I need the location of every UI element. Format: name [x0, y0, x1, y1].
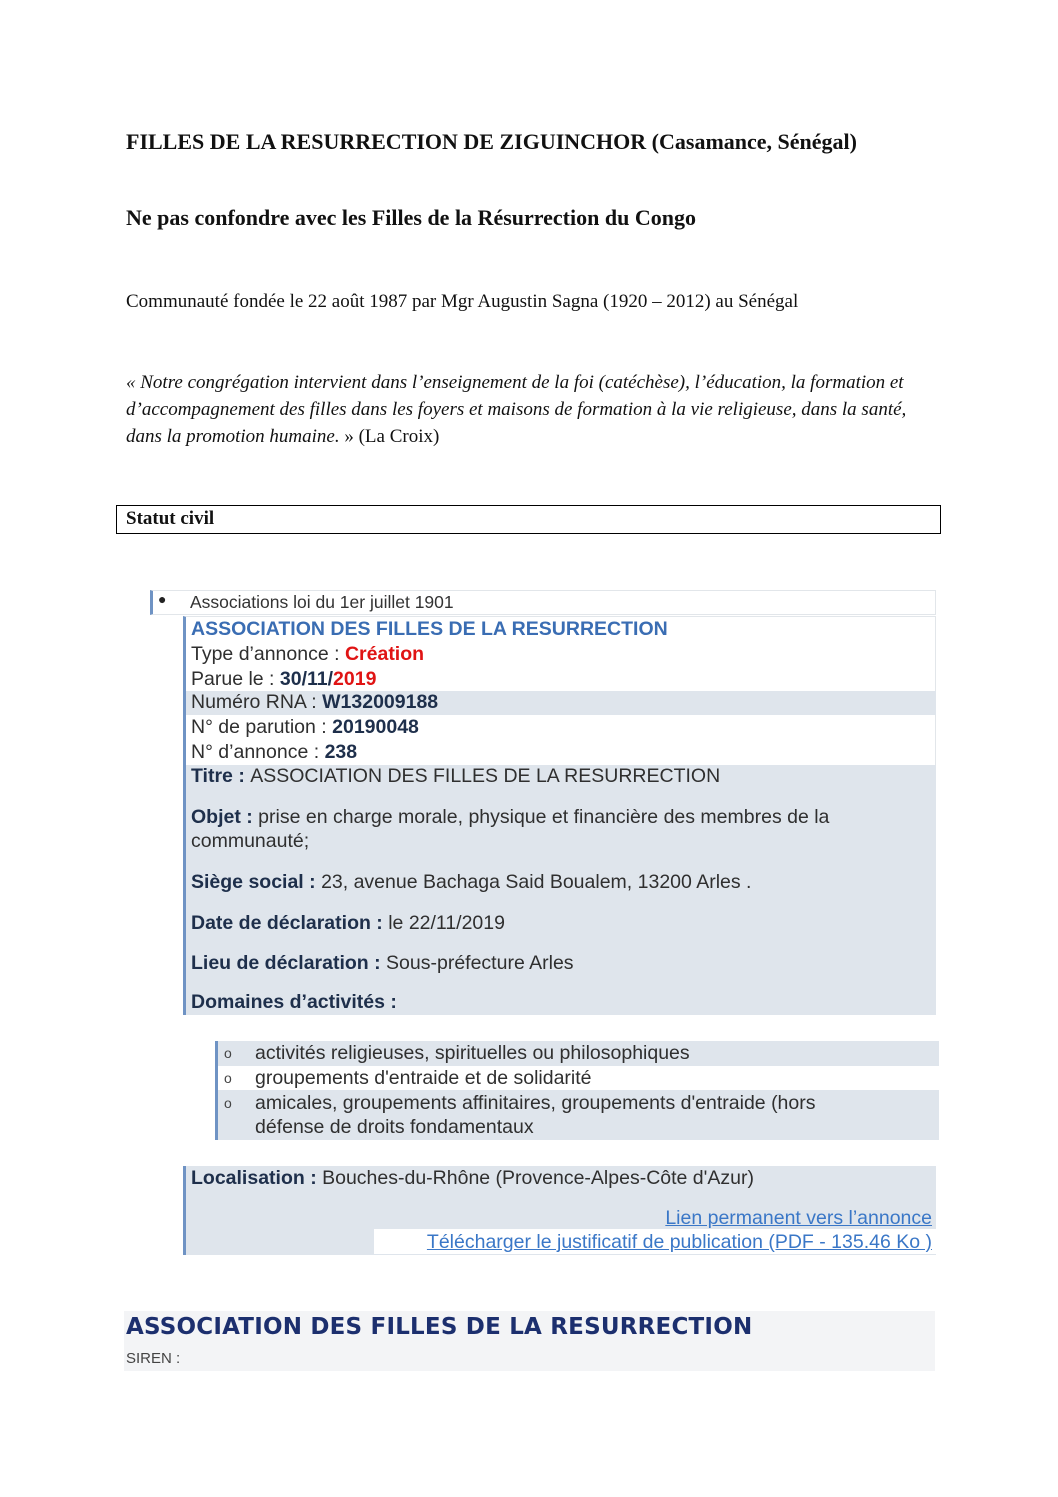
siege-value: 23, avenue Bachaga Said Boualem, 13200 Arles . [321, 871, 752, 893]
annonce-header [183, 616, 936, 691]
rna-value: W132009188 [322, 691, 439, 713]
rna-row [183, 691, 936, 715]
lieu-declaration-value: Sous-préfecture Arles [386, 952, 574, 974]
quote-text: « Notre congrégation intervient dans l’enseignement de la foi (catéchèse), l’éducation, la formation et d’accompagnement des filles dans les foyers et maisons de formation à la vie religieuse, dans la santé, dans la promotion humaine. [126, 372, 907, 447]
titre-row: Titre : ASSOCIATION DES FILLES DE LA RESURRECTION [191, 765, 721, 787]
annonce-date: Parue le : 30/11/2019 [191, 668, 377, 690]
rna-text: Numéro RNA : W132009188 [191, 691, 439, 713]
domaines-label: Domaines d’activités : [191, 991, 397, 1013]
download-pdf-link[interactable]: Télécharger le justificatif de publication (PDF - 135.46 Ko ) [426, 1231, 932, 1253]
annonce-date-year: 2019 [333, 668, 377, 690]
localisation-row: Localisation : Bouches-du-Rhône (Provence-Alpes-Côte d'Azur) [191, 1167, 754, 1189]
annonce-type-value: Création [344, 643, 425, 665]
category-label: Associations loi du 1er juillet 1901 [190, 592, 454, 612]
list-item: o amicales, groupements affinitaires, groupements d'entraide (hors défense de droits fondamentaux [218, 1090, 939, 1140]
circle-bullet-icon: o [224, 1070, 232, 1086]
founding-info: Communauté fondée le 22 août 1987 par Mgr Augustin Sagna (1920 – 2012) au Sénégal [126, 291, 799, 312]
quote-paragraph [126, 369, 926, 450]
quote-source: » (La Croix) [339, 426, 440, 447]
parution-block [183, 715, 936, 765]
circle-bullet-icon: o [224, 1095, 232, 1111]
statut-civil-label: Statut civil [126, 508, 215, 529]
objet-row: Objet : prise en charge morale, physique et financière des membres de la communauté; [191, 806, 830, 852]
circle-bullet-icon: o [224, 1045, 232, 1061]
parution-text: N° de parution : 20190048 [191, 716, 419, 738]
annonce-type: Type d’annonce : Création [191, 643, 425, 665]
date-declaration-value: le 22/11/2019 [388, 912, 505, 934]
page-title: FILLES DE LA RESURRECTION DE ZIGUINCHOR (Casamance, Sénégal) [126, 129, 857, 154]
date-declaration-row: Date de déclaration : le 22/11/2019 [191, 912, 505, 934]
titre-value: ASSOCIATION DES FILLES DE LA RESURRECTION [250, 765, 721, 787]
annonce-details [183, 765, 936, 1015]
annonce-number-text: N° d’annonce : 238 [191, 741, 358, 763]
siege-row: Siège social : 23, avenue Bachaga Said Boualem, 13200 Arles . [191, 871, 752, 893]
siren-label: SIREN : [126, 1350, 181, 1367]
parution-value: 20190048 [332, 716, 419, 738]
list-item: o groupements d'entraide et de solidarité [218, 1066, 939, 1090]
annonce-number-value: 238 [324, 741, 358, 763]
siren-block [124, 1311, 935, 1371]
lieu-declaration-row: Lieu de déclaration : Sous-préfecture Arles [191, 952, 574, 974]
association-name: ASSOCIATION DES FILLES DE LA RESURRECTION [191, 618, 668, 640]
page-subtitle: Ne pas confondre avec les Filles de la Résurrection du Congo [126, 205, 696, 230]
permalink-link[interactable]: Lien permanent vers l’annonce [665, 1207, 932, 1229]
list-item: o activités religieuses, spirituelles ou philosophiques [218, 1041, 939, 1066]
domaines-list [215, 1041, 936, 1140]
statut-civil-box [116, 505, 941, 534]
localisation-block [183, 1166, 936, 1255]
category-row [150, 590, 936, 615]
siren-block-title: ASSOCIATION DES FILLES DE LA RESURRECTION [126, 1314, 753, 1340]
bullet-icon: ● [158, 591, 167, 607]
objet-value: prise en charge morale, physique et financière des membres de la communauté; [191, 806, 830, 852]
annonce-date-value: 30/11/ [279, 668, 334, 690]
localisation-value: Bouches-du-Rhône (Provence-Alpes-Côte d'Azur) [322, 1167, 754, 1189]
